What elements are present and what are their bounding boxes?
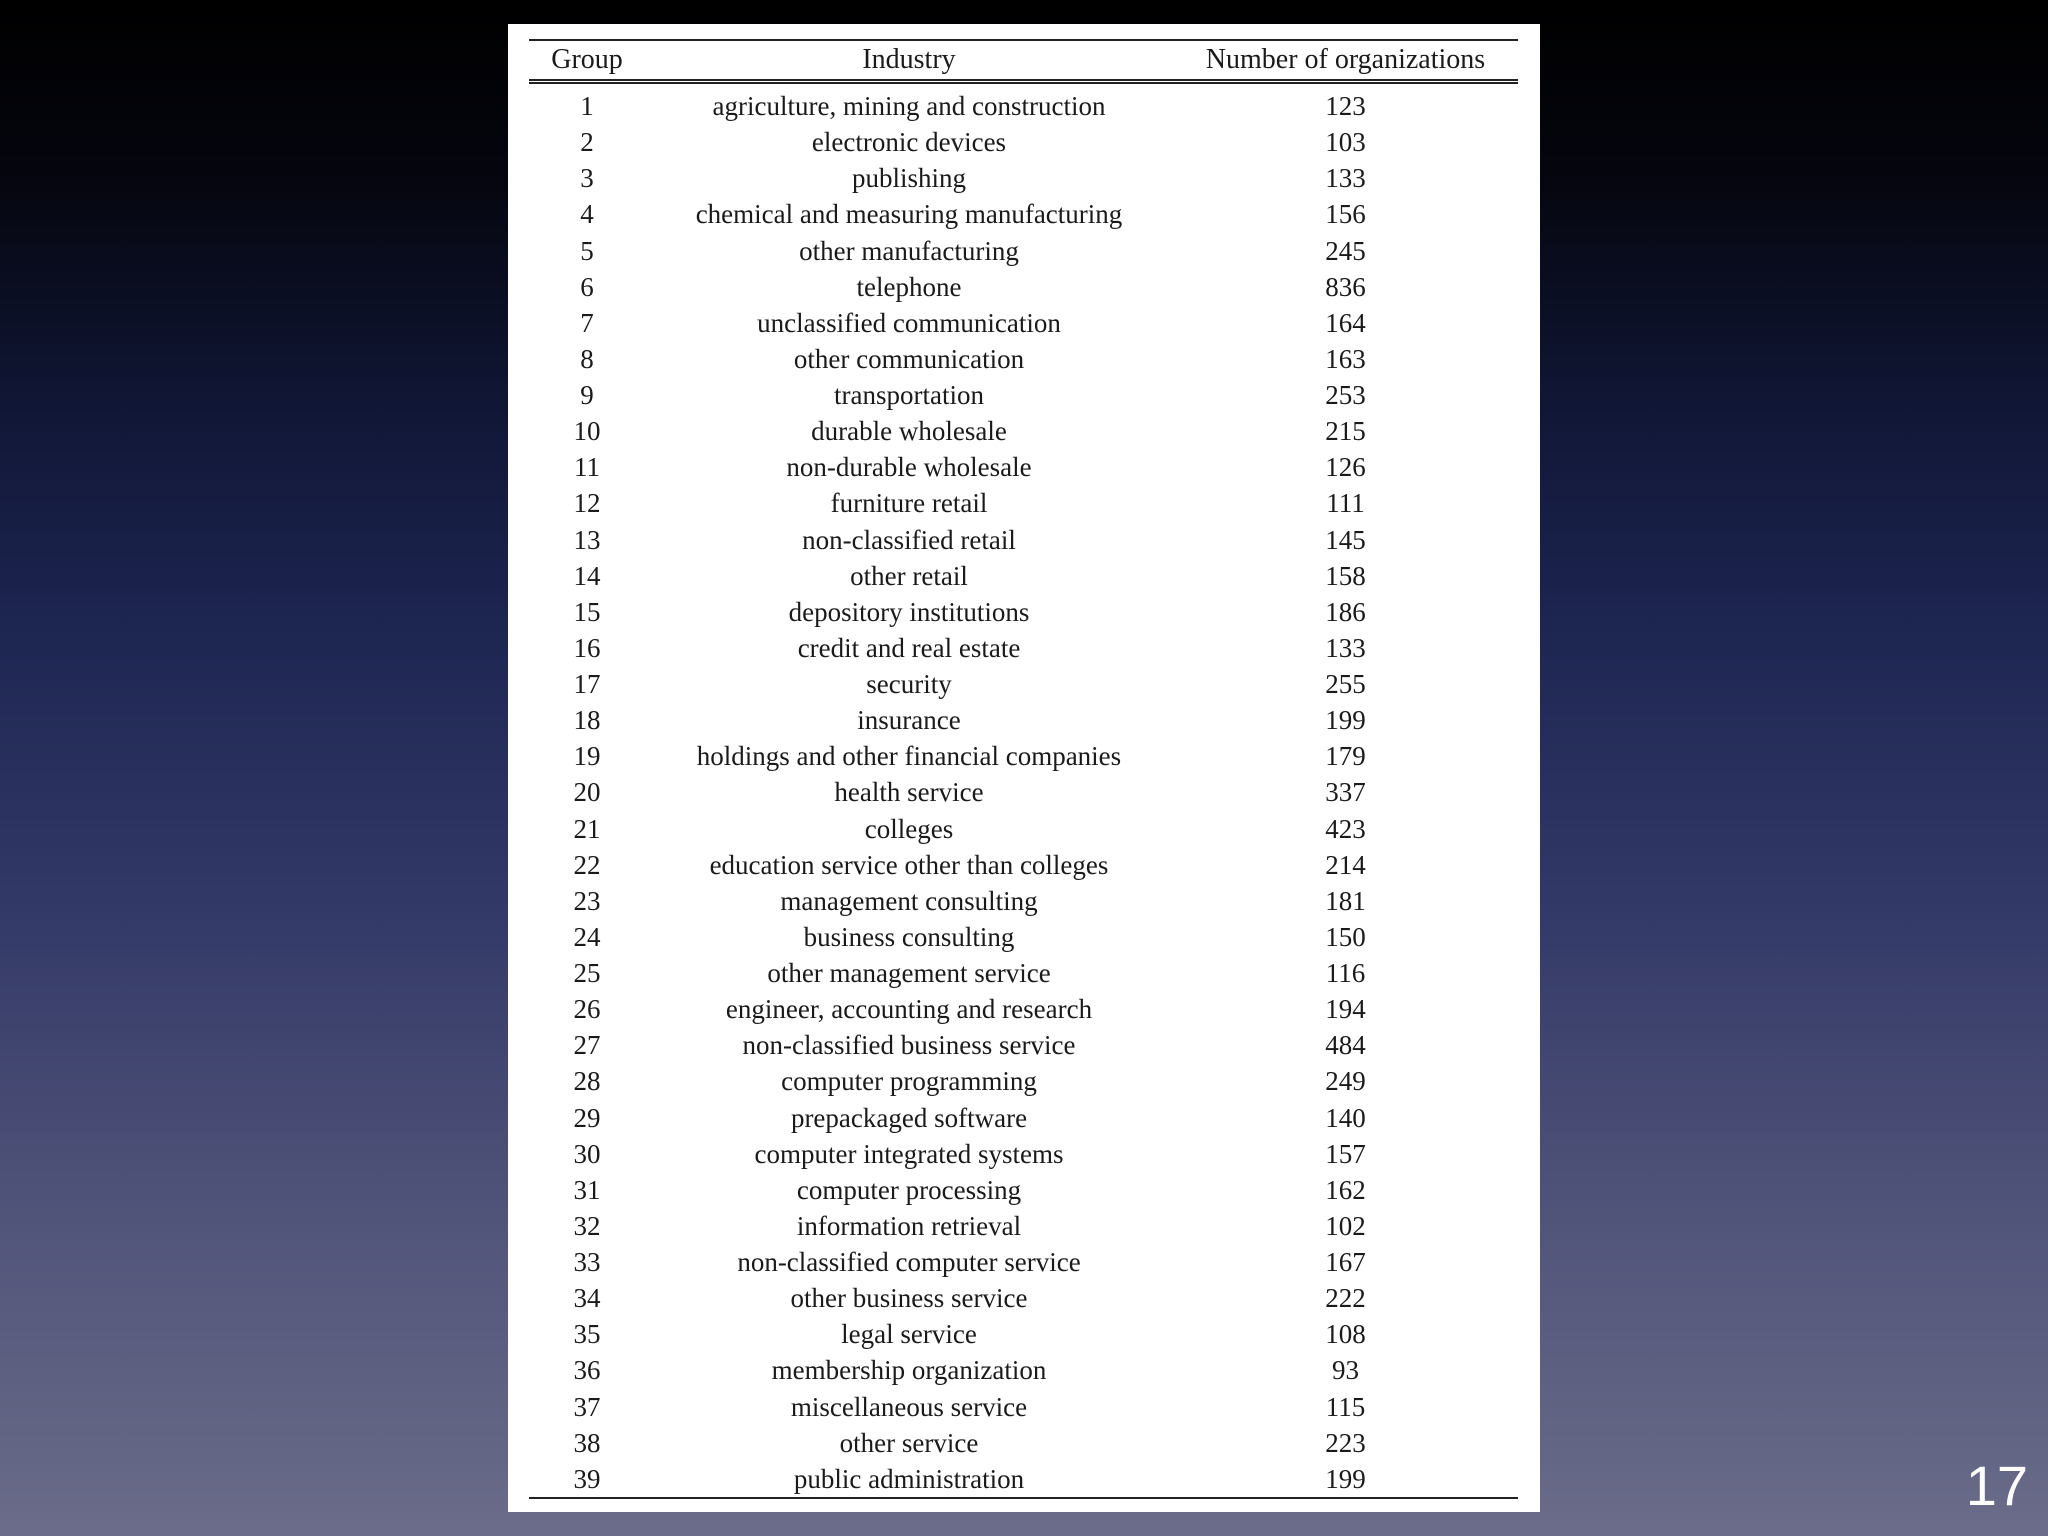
cell-group: 5 xyxy=(580,235,594,266)
cell-industry: prepackaged software xyxy=(790,1102,1028,1133)
table-row xyxy=(529,774,1518,810)
cell-count: 179 xyxy=(1325,741,1366,772)
cell-group: 1 xyxy=(580,91,594,122)
cell-industry: furniture retail xyxy=(830,488,988,519)
table-row xyxy=(529,594,1518,630)
cell-count: 157 xyxy=(1325,1138,1366,1169)
cell-count: 108 xyxy=(1325,1319,1366,1350)
cell-group: 9 xyxy=(580,380,594,411)
table-row xyxy=(529,847,1518,883)
cell-count: 836 xyxy=(1325,271,1366,302)
table-row xyxy=(529,1461,1518,1498)
cell-group: 16 xyxy=(573,632,601,663)
table-row xyxy=(529,413,1518,449)
cell-count: 93 xyxy=(1332,1355,1359,1386)
table-row xyxy=(529,1100,1518,1136)
cell-group: 27 xyxy=(573,1030,601,1061)
cell-group: 39 xyxy=(573,1463,601,1494)
cell-count: 115 xyxy=(1325,1391,1366,1422)
cell-count: 423 xyxy=(1325,813,1366,844)
table-row xyxy=(529,811,1518,847)
table-row xyxy=(529,522,1518,558)
cell-count: 111 xyxy=(1326,488,1365,519)
cell-industry: management consulting xyxy=(780,885,1038,916)
header-industry: Industry xyxy=(862,44,956,75)
cell-industry: unclassified communication xyxy=(757,307,1061,338)
table-row xyxy=(529,82,1518,125)
cell-group: 13 xyxy=(573,524,601,555)
cell-industry: other manufacturing xyxy=(799,235,1019,266)
table-row xyxy=(529,738,1518,774)
cell-count: 337 xyxy=(1325,777,1366,808)
header-group: Group xyxy=(551,44,623,75)
table-row xyxy=(529,1352,1518,1388)
cell-industry: miscellaneous service xyxy=(790,1391,1028,1422)
cell-industry: telephone xyxy=(856,271,962,302)
cell-industry: computer integrated systems xyxy=(754,1138,1064,1169)
cell-count: 126 xyxy=(1325,452,1366,483)
cell-industry: publishing xyxy=(851,163,966,194)
cell-industry: non-classified computer service xyxy=(737,1247,1081,1278)
table-row xyxy=(529,1425,1518,1461)
table-row xyxy=(529,305,1518,341)
cell-industry: other communication xyxy=(793,343,1025,374)
cell-group: 15 xyxy=(573,596,601,627)
table-row xyxy=(529,196,1518,232)
table-row xyxy=(529,630,1518,666)
cell-count: 102 xyxy=(1325,1210,1366,1241)
cell-industry: agriculture, mining and construction xyxy=(712,91,1106,122)
cell-industry: computer processing xyxy=(796,1174,1022,1205)
cell-group: 30 xyxy=(573,1138,601,1169)
table-row xyxy=(529,1063,1518,1099)
cell-count: 140 xyxy=(1325,1102,1366,1133)
cell-group: 23 xyxy=(573,885,601,916)
cell-group: 8 xyxy=(580,343,594,374)
cell-group: 25 xyxy=(573,958,601,989)
cell-industry: information retrieval xyxy=(796,1210,1022,1241)
cell-group: 12 xyxy=(573,488,601,519)
cell-industry: chemical and measuring manufacturing xyxy=(695,199,1123,230)
table-row xyxy=(529,1280,1518,1316)
table-row xyxy=(529,233,1518,269)
cell-industry: insurance xyxy=(857,705,961,736)
cell-group: 21 xyxy=(573,813,601,844)
cell-group: 4 xyxy=(580,199,594,230)
cell-industry: credit and real estate xyxy=(797,632,1021,663)
cell-count: 158 xyxy=(1325,560,1366,591)
cell-industry: non-classified business service xyxy=(742,1030,1076,1061)
cell-count: 167 xyxy=(1325,1247,1366,1278)
cell-industry: business consulting xyxy=(803,921,1015,952)
cell-count: 253 xyxy=(1325,380,1366,411)
cell-industry: depository institutions xyxy=(788,596,1030,627)
cell-group: 34 xyxy=(573,1283,601,1314)
cell-group: 11 xyxy=(574,452,600,483)
table-row xyxy=(529,269,1518,305)
cell-count: 150 xyxy=(1325,921,1366,952)
cell-industry: non-classified retail xyxy=(802,524,1016,555)
cell-group: 19 xyxy=(573,741,601,772)
cell-group: 14 xyxy=(573,560,601,591)
cell-count: 222 xyxy=(1325,1283,1366,1314)
cell-count: 223 xyxy=(1325,1427,1366,1458)
cell-count: 199 xyxy=(1325,705,1366,736)
cell-count: 181 xyxy=(1325,885,1366,916)
cell-group: 26 xyxy=(573,994,601,1025)
cell-count: 245 xyxy=(1325,235,1366,266)
cell-group: 33 xyxy=(573,1247,601,1278)
cell-count: 255 xyxy=(1325,669,1366,700)
cell-group: 3 xyxy=(580,163,594,194)
table-row xyxy=(529,1316,1518,1352)
cell-industry: colleges xyxy=(864,813,954,844)
cell-count: 163 xyxy=(1325,343,1366,374)
cell-group: 37 xyxy=(573,1391,601,1422)
cell-group: 38 xyxy=(573,1427,601,1458)
cell-industry: holdings and other financial companies xyxy=(696,741,1122,772)
cell-count: 186 xyxy=(1325,596,1366,627)
cell-count: 164 xyxy=(1325,307,1366,338)
cell-group: 10 xyxy=(573,416,601,447)
cell-group: 28 xyxy=(573,1066,601,1097)
cell-group: 31 xyxy=(573,1174,601,1205)
table-row xyxy=(529,485,1518,521)
table-row xyxy=(529,1389,1518,1425)
cell-group: 2 xyxy=(580,127,594,158)
table-row xyxy=(529,1208,1518,1244)
header-row xyxy=(529,40,1518,82)
cell-group: 22 xyxy=(573,849,601,880)
table-row xyxy=(529,1244,1518,1280)
cell-count: 133 xyxy=(1325,163,1366,194)
cell-group: 17 xyxy=(573,669,601,700)
table-row xyxy=(529,919,1518,955)
cell-industry: other retail xyxy=(850,560,968,591)
cell-group: 20 xyxy=(573,777,601,808)
cell-industry: engineer, accounting and research xyxy=(725,994,1093,1025)
header-count: Number of organizations xyxy=(1205,44,1486,75)
table-row xyxy=(529,666,1518,702)
table-row xyxy=(529,160,1518,196)
cell-industry: non-durable wholesale xyxy=(786,452,1032,483)
table-header xyxy=(529,40,1518,82)
table-row xyxy=(529,124,1518,160)
cell-count: 156 xyxy=(1325,199,1366,230)
table-body xyxy=(529,82,1518,1498)
cell-industry: education service other than colleges xyxy=(709,849,1109,880)
industry-table xyxy=(529,39,1518,1499)
cell-count: 162 xyxy=(1325,1174,1366,1205)
cell-group: 32 xyxy=(573,1210,601,1241)
cell-group: 18 xyxy=(573,705,601,736)
cell-group: 6 xyxy=(580,271,594,302)
cell-group: 7 xyxy=(580,307,594,338)
cell-count: 199 xyxy=(1325,1463,1366,1494)
cell-group: 24 xyxy=(573,921,601,952)
cell-count: 484 xyxy=(1325,1030,1366,1061)
table-row xyxy=(529,1027,1518,1063)
cell-industry: other service xyxy=(839,1427,979,1458)
cell-industry: other business service xyxy=(790,1283,1028,1314)
slide-content-panel xyxy=(508,24,1540,1512)
cell-count: 194 xyxy=(1325,994,1366,1025)
cell-count: 116 xyxy=(1325,958,1366,989)
cell-group: 36 xyxy=(573,1355,601,1386)
cell-industry: membership organization xyxy=(771,1355,1047,1386)
slide-page-number: 17 xyxy=(1965,1454,2028,1517)
cell-industry: electronic devices xyxy=(811,127,1007,158)
cell-count: 249 xyxy=(1325,1066,1366,1097)
table-row xyxy=(529,341,1518,377)
cell-industry: durable wholesale xyxy=(811,416,1007,447)
table-row xyxy=(529,377,1518,413)
cell-count: 215 xyxy=(1325,416,1366,447)
cell-industry: other management service xyxy=(767,958,1051,989)
cell-industry: computer programming xyxy=(781,1066,1037,1097)
cell-count: 145 xyxy=(1325,524,1366,555)
cell-industry: transportation xyxy=(834,380,984,411)
cell-count: 103 xyxy=(1325,127,1366,158)
cell-industry: legal service xyxy=(841,1319,977,1350)
table-row xyxy=(529,1172,1518,1208)
cell-industry: public administration xyxy=(793,1463,1025,1494)
cell-group: 29 xyxy=(573,1102,601,1133)
table-row xyxy=(529,1136,1518,1172)
cell-group: 35 xyxy=(573,1319,601,1350)
cell-industry: security xyxy=(866,669,952,700)
cell-count: 214 xyxy=(1325,849,1366,880)
table-row xyxy=(529,702,1518,738)
table-row xyxy=(529,883,1518,919)
table-row xyxy=(529,558,1518,594)
cell-count: 133 xyxy=(1325,632,1366,663)
table-row xyxy=(529,449,1518,485)
cell-count: 123 xyxy=(1325,91,1366,122)
table-row xyxy=(529,991,1518,1027)
cell-industry: health service xyxy=(834,777,984,808)
table-row xyxy=(529,955,1518,991)
